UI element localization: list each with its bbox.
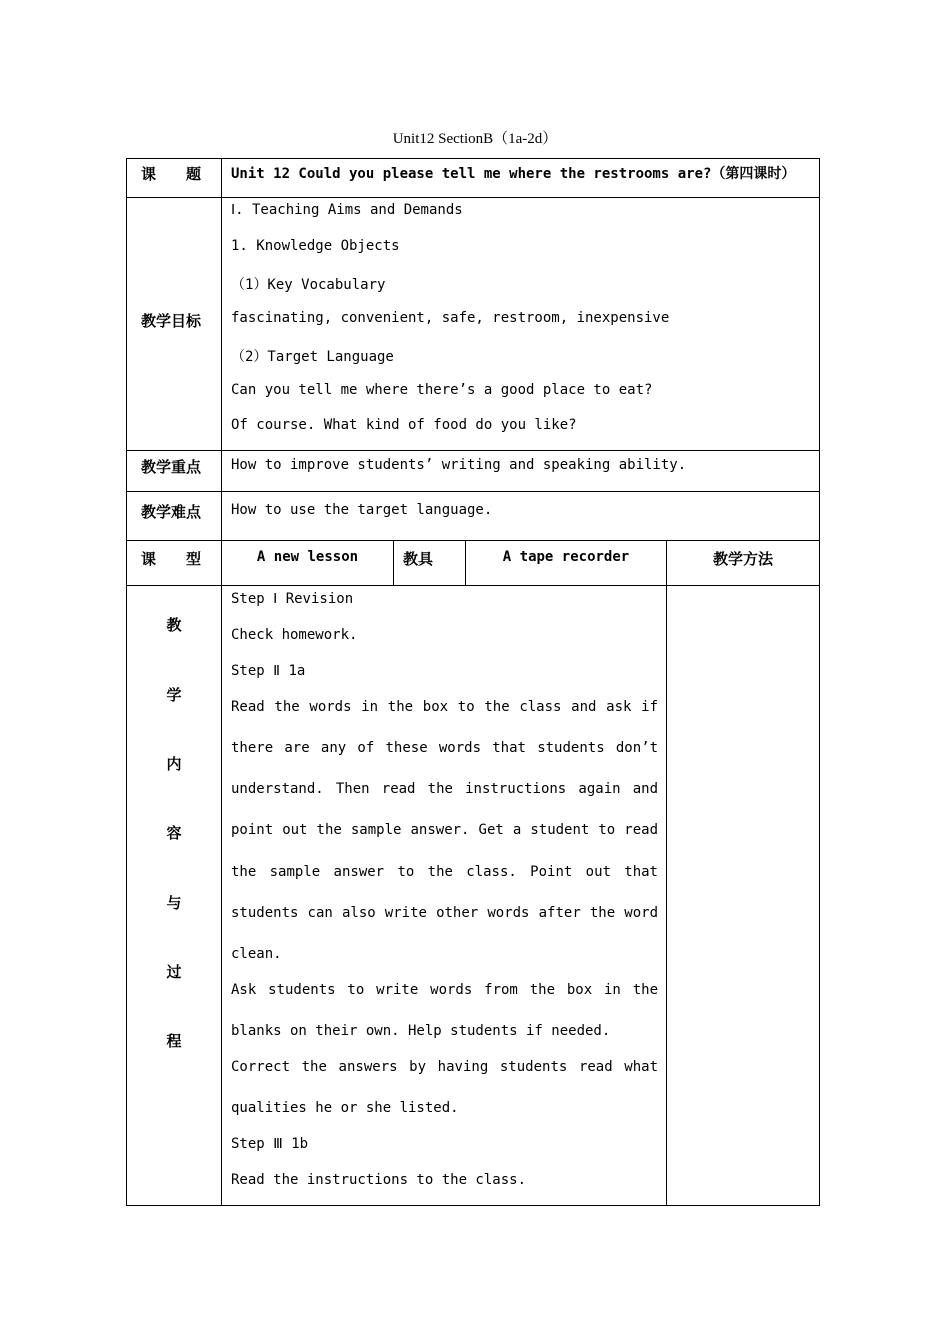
aims-line: fascinating, convenient, safe, restroom, inexpensive [231,310,670,326]
process-line: Ask students to write words from the box in the [231,982,658,998]
aims-line: （2）Target Language [231,349,394,365]
teaching-aids-label: 教具 [403,550,434,568]
topic-value: Unit 12 Could you please tell me where the restrooms are?（第四课时） [231,166,796,182]
process-line: the sample answer to the class. Point out that [231,864,658,880]
table-divider [126,450,820,451]
aims-line: Of course. What kind of food do you like? [231,417,577,433]
lesson-type-value: A new lesson [256,549,359,565]
aims-line: 1. Knowledge Objects [231,238,400,254]
process-line: clean. [231,946,282,962]
process-line: Read the words in the box to the class and ask if [231,699,658,715]
table-border-bottom [126,1205,820,1206]
process-line: understand. Then read the instructions again and [231,781,658,797]
aims-line: Can you tell me where there’s a good place to eat? [231,382,653,398]
table-divider [126,585,820,586]
aims-label: 教学目标 [141,312,202,330]
process-line: Correct the answers by having students read what [231,1059,658,1075]
process-label-char: 学 [166,686,182,704]
process-label-char: 容 [166,824,182,842]
table-divider [393,540,394,586]
process-line: Step Ⅲ 1b [231,1136,309,1152]
key-points-label: 教学重点 [141,458,202,476]
process-label-char: 与 [166,894,182,912]
difficulties-label: 教学难点 [141,503,202,521]
process-line: point out the sample answer. Get a student to read [231,822,658,838]
table-divider [666,540,667,1206]
process-line: students can also write other words after the word [231,905,658,921]
process-label-char: 过 [166,963,182,981]
table-divider [126,540,820,541]
lesson-type-label: 课 型 [141,550,202,568]
process-label-char: 程 [166,1032,182,1050]
process-line: Step Ⅱ 1a [231,663,306,679]
aims-line: （1）Key Vocabulary [231,277,386,293]
process-label-char: 内 [166,755,182,773]
teaching-aids-value: A tape recorder [502,549,630,565]
process-label-char: 教 [166,616,182,634]
process-line: Check homework. [231,627,358,643]
table-border-right [819,158,820,1206]
table-divider [126,197,820,198]
aims-line: Ⅰ. Teaching Aims and Demands [231,202,463,218]
process-line: Step Ⅰ Revision [231,591,354,607]
table-border-top [126,158,820,159]
process-line: qualities he or she listed. [231,1100,459,1116]
teaching-methods-label: 教学方法 [712,550,773,568]
key-points-value: How to improve students’ writing and speaking ability. [231,457,687,473]
difficulties-value: How to use the target language. [231,502,493,518]
process-line: blanks on their own. Help students if needed. [231,1023,611,1039]
process-line: there are any of these words that students don’t [231,740,658,756]
process-line: Read the instructions to the class. [231,1172,527,1188]
topic-label: 课 题 [141,165,202,183]
document-title: Unit12 SectionB（1a-2d） [392,131,558,147]
table-divider [126,491,820,492]
